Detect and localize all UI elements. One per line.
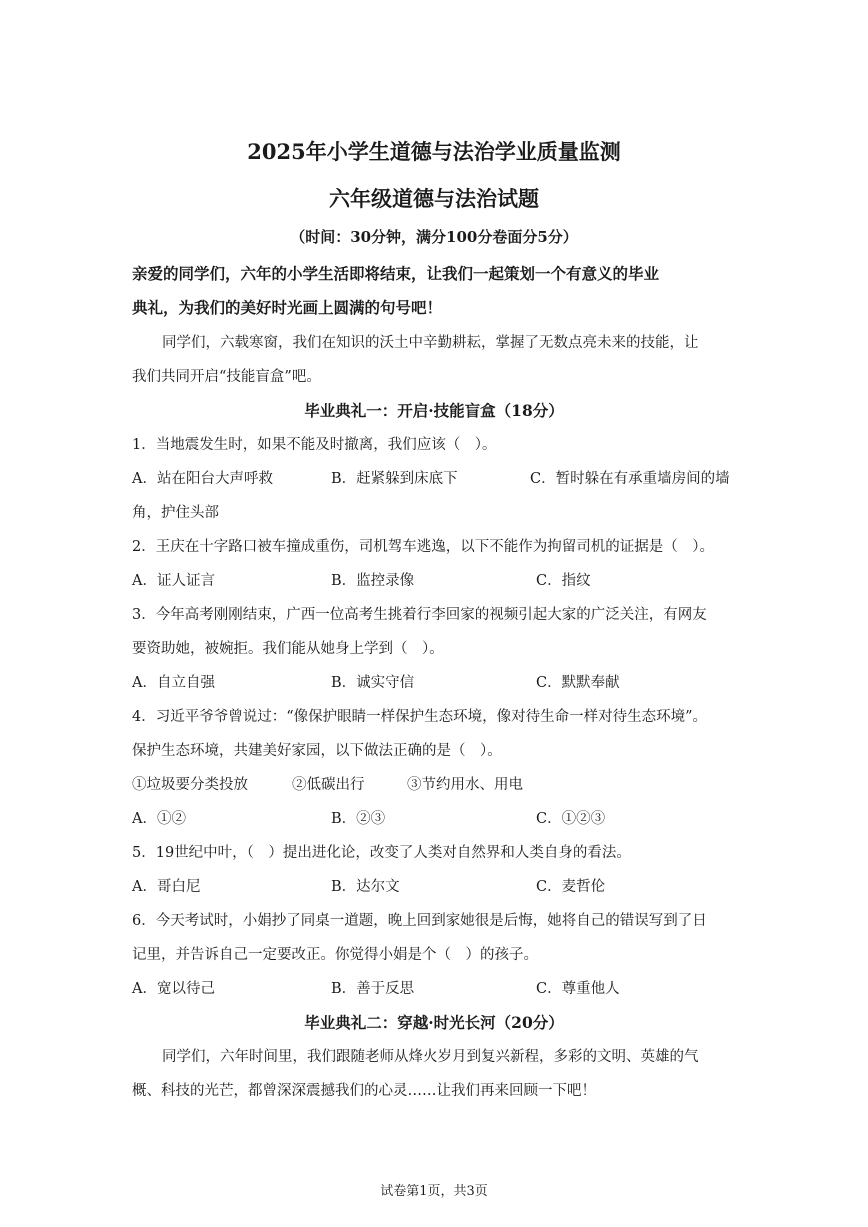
question-6-stem-line-2: 记里，并告诉自己一定要改正。你觉得小娟是个（ ）的孩子。	[132, 947, 538, 963]
question-4-stem-line-1: 4．习近平爷爷曾说过：“像保护眼睛一样保护生态环境，像对待生命一样对待生态环境”。	[132, 709, 708, 725]
question-5-option-b: B．达尔文	[331, 879, 400, 895]
section-1-heading: 毕业典礼一：开启·技能盲盒（18分）	[304, 401, 564, 420]
question-4-option-a: A．①②	[132, 811, 186, 827]
question-1-stem: 1．当地震发生时，如果不能及时撤离，我们应该（ ）。	[132, 437, 497, 453]
question-4-option-c: C．①②③	[536, 811, 606, 827]
question-2-option-c: C．指纹	[536, 573, 591, 589]
exam-title: 2025年小学生道德与法治学业质量监测	[247, 139, 621, 164]
question-4-item-1: ①垃圾要分类投放	[132, 777, 248, 793]
question-6-option-b: B．善于反思	[331, 981, 415, 997]
question-5-stem: 5．19世纪中叶，（ ）提出进化论，改变了人类对自然界和人类自身的看法。	[132, 845, 631, 861]
question-2-option-b: B．监控录像	[331, 573, 415, 589]
question-6-stem-line-1: 6．今天考试时，小娟抄了同桌一道题，晚上回到家她很是后悔，她将自己的错误写到了日	[132, 913, 707, 929]
question-4-option-b: B．②③	[331, 811, 386, 827]
question-4-item-2: ②低碳出行	[292, 777, 365, 793]
question-1-option-b: B．赶紧躲到床底下	[331, 471, 458, 487]
section-2-paragraph-line-2: 概、科技的光芒，都曾深深震撼我们的心灵……让我们再来回顾一下吧！	[132, 1083, 596, 1099]
question-1-option-c-continued: 角，护住头部	[132, 505, 219, 521]
question-1-option-c: C．暂时躲在有承重墙房间的墙	[530, 471, 730, 487]
question-2-option-a: A．证人证言	[132, 573, 215, 589]
intro-paragraph-line-1: 同学们，六载寒窗，我们在知识的沃土中辛勤耕耘，掌握了无数点亮未来的技能，让	[162, 335, 699, 351]
question-5-option-a: A．哥白尼	[132, 879, 201, 895]
question-3-option-a: A．自立自强	[132, 675, 215, 691]
question-3-stem-line-1: 3．今年高考刚刚结束，广西一位高考生挑着行李回家的视频引起大家的广泛关注，有网友	[132, 607, 707, 623]
exam-info: （时间：30分钟，满分100分卷面分5分）	[290, 228, 578, 246]
question-4-item-3: ③节约用水、用电	[407, 777, 523, 793]
question-3-option-b: B．诚实守信	[331, 675, 415, 691]
question-1-option-a: A．站在阳台大声呼救	[132, 471, 273, 487]
intro-bold-line-1: 亲爱的同学们，六年的小学生活即将结束，让我们一起策划一个有意义的毕业	[132, 264, 660, 283]
question-3-option-c: C．默默奉献	[536, 675, 620, 691]
exam-subtitle: 六年级道德与法治试题	[329, 186, 539, 211]
page-footer: 试卷第1页，共3页	[380, 1184, 488, 1199]
intro-bold-line-2: 典礼，为我们的美好时光画上圆满的句号吧！	[132, 298, 443, 317]
question-4-stem-line-2: 保护生态环境，共建美好家园，以下做法正确的是（ ）。	[132, 743, 502, 759]
question-6-option-a: A．宽以待己	[132, 981, 215, 997]
section-2-paragraph-line-1: 同学们，六年时间里，我们跟随老师从烽火岁月到复兴新程，多彩的文明、英雄的气	[162, 1049, 699, 1065]
question-5-option-c: C．麦哲伦	[536, 879, 606, 895]
intro-paragraph-line-2: 我们共同开启“技能盲盒”吧。	[132, 369, 321, 385]
question-6-option-c: C．尊重他人	[536, 981, 620, 997]
question-2-stem: 2．王庆在十字路口被车撞成重伤，司机驾车逃逸，以下不能作为拘留司机的证据是（ ）。	[132, 539, 714, 555]
section-2-heading: 毕业典礼二：穿越·时光长河（20分）	[304, 1013, 564, 1032]
question-3-stem-line-2: 要资助她，被婉拒。我们能从她身上学到（ ）。	[132, 641, 444, 657]
